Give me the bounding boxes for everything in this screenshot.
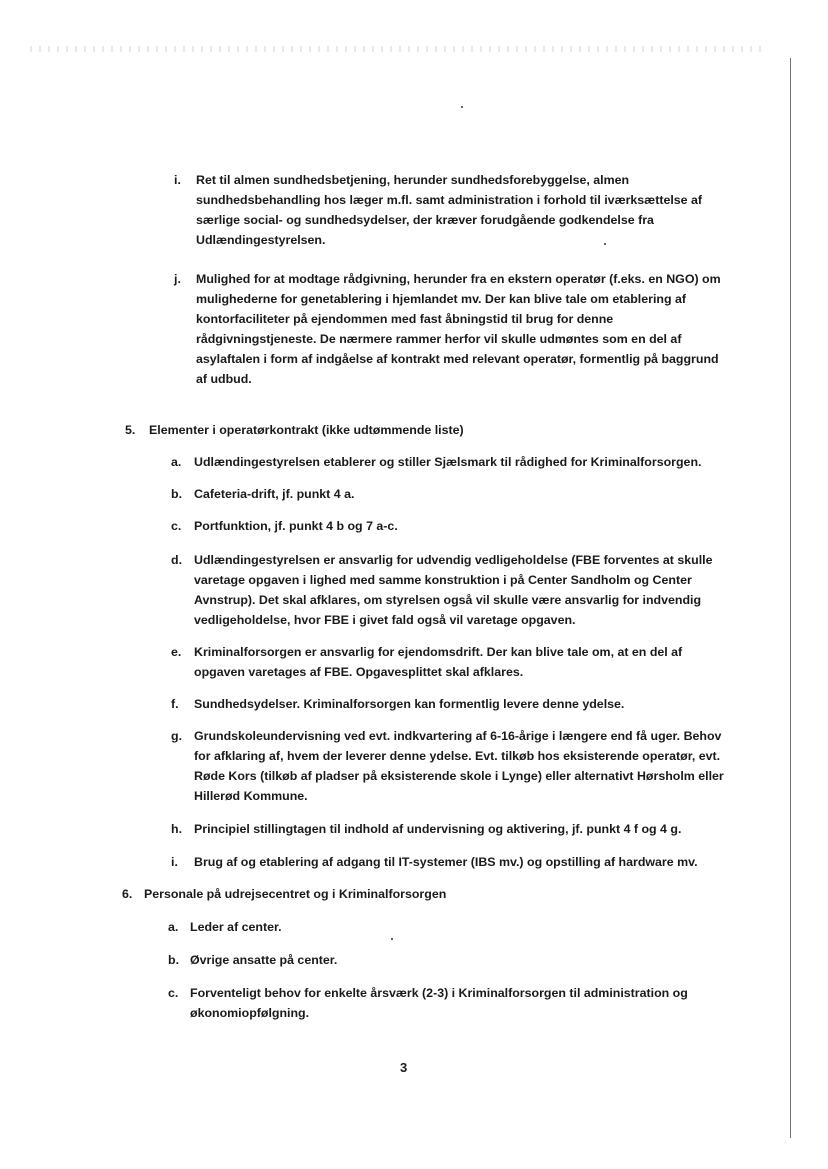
item-text: Udlændingestyrelsen etablerer og stiller Sjælsmark til rådighed for Kriminalforsorgen. [194, 455, 702, 469]
item-text: Cafeteria-drift, jf. punkt 4 a. [194, 487, 355, 501]
item-text: Portfunktion, jf. punkt 4 b og 7 a-c. [194, 519, 398, 533]
item-text: Forventeligt behov for enkelte årsværk (2-3) i Kriminalforsorgen til administration og økonomiopfølgning. [190, 986, 688, 1020]
item-label: g. [171, 729, 183, 743]
item-text: Øvrige ansatte på center. [190, 953, 338, 967]
item-text: Mulighed for at modtage rådgivning, herunder fra en ekstern operatør (f.eks. en NGO) om mulighederne for genetablering i hjemlandet mv. Der kan blive tale om etablering af kontorfaciliteter på ejendommen med fast åbningstid til brug for denne rådgivningstjeneste. De nærmere rammer herfor vil skulle udmøntes som en del af asylaftalen i form af indgåelse af kontrakt med relevant operatør, formentlig på baggrund af udbud. [196, 272, 721, 386]
item-text: Kriminalforsorgen er ansvarlig for ejendomsdrift. Der kan blive tale om, at en del af opgaven varetages af FBE. Opgavesplittet skal afklares. [194, 645, 683, 679]
page-number: 3 [400, 1060, 408, 1075]
item-text: Principiel stillingtagen til indhold af undervisning og aktivering, jf. punkt 4 f og 4 g. [194, 822, 682, 836]
scan-edge-line [790, 58, 791, 1138]
item-text: Ret til almen sundhedsbetjening, herunder sundhedsforebyggelse, almen sundhedsbehandling hos læger m.fl. samt administration i forhold til iværksættelse af særlige social- og sundhedsydelser, der kræver forudgående godkendelse fra Udlændingestyrelsen. [196, 173, 703, 247]
section-number: 6. [122, 887, 133, 901]
item-label: c. [168, 986, 179, 1000]
item-label: c. [171, 519, 182, 533]
item-label: j. [174, 272, 181, 286]
section-title: Elementer i operatørkontrakt (ikke udtømmende liste) [149, 423, 464, 437]
item-label: h. [171, 822, 183, 836]
item-label: a. [171, 455, 182, 469]
item-label: a. [168, 920, 179, 934]
item-label: f. [171, 697, 179, 711]
section-number: 5. [125, 423, 136, 437]
item-label: i. [171, 855, 178, 869]
section-title: Personale på udrejsecentret og i Kriminalforsorgen [144, 887, 447, 901]
item-text: Leder af center. [190, 920, 282, 934]
item-text: Sundhedsydelser. Kriminalforsorgen kan formentlig levere denne ydelse. [194, 697, 625, 711]
item-label: i. [174, 173, 181, 187]
item-text: Brug af og etablering af adgang til IT-systemer (IBS mv.) og opstilling af hardware mv. [194, 855, 698, 869]
item-label: b. [168, 953, 180, 967]
item-label: b. [171, 487, 183, 501]
item-label: d. [171, 553, 183, 567]
scan-speck [461, 106, 463, 108]
item-text: Udlændingestyrelsen er ansvarlig for udvendig vedligeholdelse (FBE forventes at skulle varetage opgaven i lighed med samme konstruktion i på Center Sandholm og Center Avnstrup). Det skal afklares, om styrelsen også vil skulle være ansvarlig for indvendig vedligeholdelse, hvor FBE i givet fald også vil varetage opgaven. [194, 553, 713, 627]
item-text: Grundskoleundervisning ved evt. indkvartering af 6-16-årige i længere end få uger. Behov for afklaring af, hvem der leverer denne ydelse. Evt. tilkøb hos eksisterende operatør, evt. Røde Kors (tilkøb af pladser på eksisterende skole i Lynge) eller alternativt Hørsholm eller Hillerød Kommune. [194, 729, 724, 803]
scan-speck [391, 938, 393, 940]
scan-noise-top [30, 46, 768, 52]
item-label: e. [171, 645, 182, 659]
